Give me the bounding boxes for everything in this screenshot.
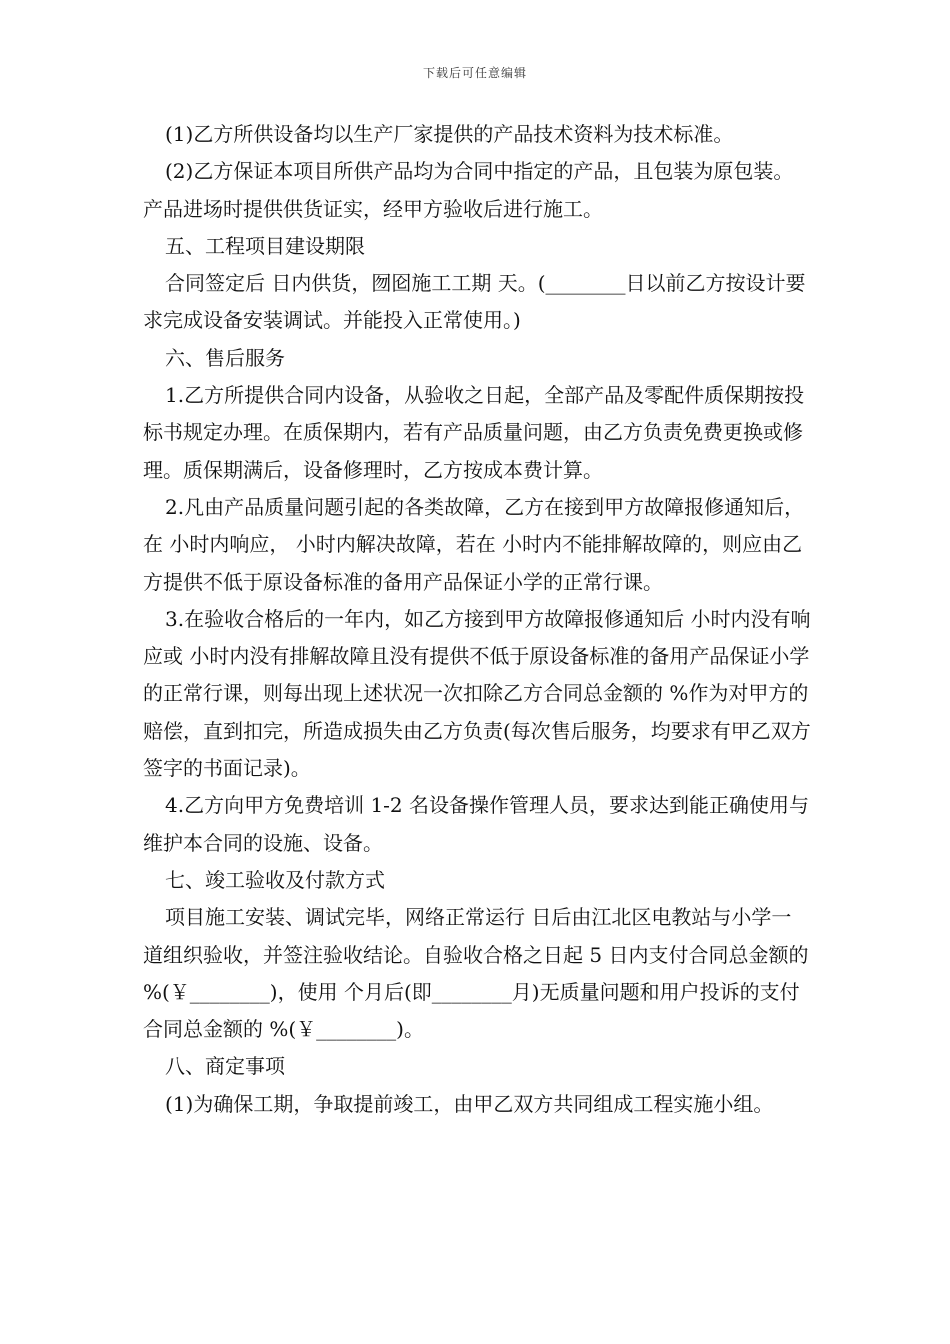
paragraph-5: 2.凡由产品质量问题引起的各类故障，乙方在接到甲方故障报修通知后，在 小时内响应， 小时内解决故障，若在 小时内不能排解故障的，则应由乙方提供不低于原设备标准的备用产品保证小学的正常行课。 (143, 494, 805, 594)
paragraph-9: (1)为确保工期，争取提前竣工，由甲乙双方共同组成工程实施小组。 (165, 1091, 774, 1116)
paragraph-6: 3.在验收合格后的一年内，如乙方接到甲方故障报修通知后 小时内没有响应或 小时内没有排解故障且没有提供不低于原设备标准的备用产品保证小学的正常行课，则每出现上述状况一次扣除乙方合同总金额的 %作为对甲方的赔偿，直到扣完，所造成损失由乙方负责(每次售后服务，均要求有甲乙双方签字的书面记录)。 (143, 606, 811, 781)
section-heading-7: 七、竣工验收及付款方式 (165, 867, 385, 892)
section-heading-5: 五、工程项目建设期限 (165, 233, 365, 258)
page-header-note: 下载后可任意编辑 (422, 66, 527, 80)
paragraph-7: 4.乙方向甲方免费培训 1-2 名设备操作管理人员，要求达到能正确使用与维护本合同的设施、设备。 (143, 793, 810, 855)
paragraph-4: 1.乙方所提供合同内设备，从验收之日起，全部产品及零配件质保期按投标书规定办理。在质保期内，若有产品质量问题，由乙方负责免费更换或修理。质保期满后，设备修理时，乙方按成本费计算。 (143, 383, 805, 482)
paragraph-1: (1)乙方所供设备均以生产厂家提供的产品技术资料为技术标准。 (165, 122, 734, 146)
paragraph-3: 合同签定后 日内供货，囫囵施工工期 天。(________日以前乙方按设计要求完成设备安装调试。并能投入正常使用。) (143, 271, 806, 333)
paragraph-8: 项目施工安装、调试完毕，网络正常运行 日后由江北区电教站与小学一道组织验收，并签注验收结论。自验收合格之日起 5 日内支付合同总金额的 %(￥________)，使用 个月后(即________月)无质量问题和用户投诉的支付合同总金额的 %(￥________)。 (143, 905, 815, 1042)
section-heading-6: 六、售后服务 (165, 345, 285, 370)
section-heading-8: 八、商定事项 (165, 1054, 285, 1079)
paragraph-2: (2)乙方保证本项目所供产品均为合同中指定的产品，且包装为原包装。产品进场时提供供货证实，经甲方验收后进行施工。 (143, 159, 794, 221)
document-body (143, 116, 815, 1123)
